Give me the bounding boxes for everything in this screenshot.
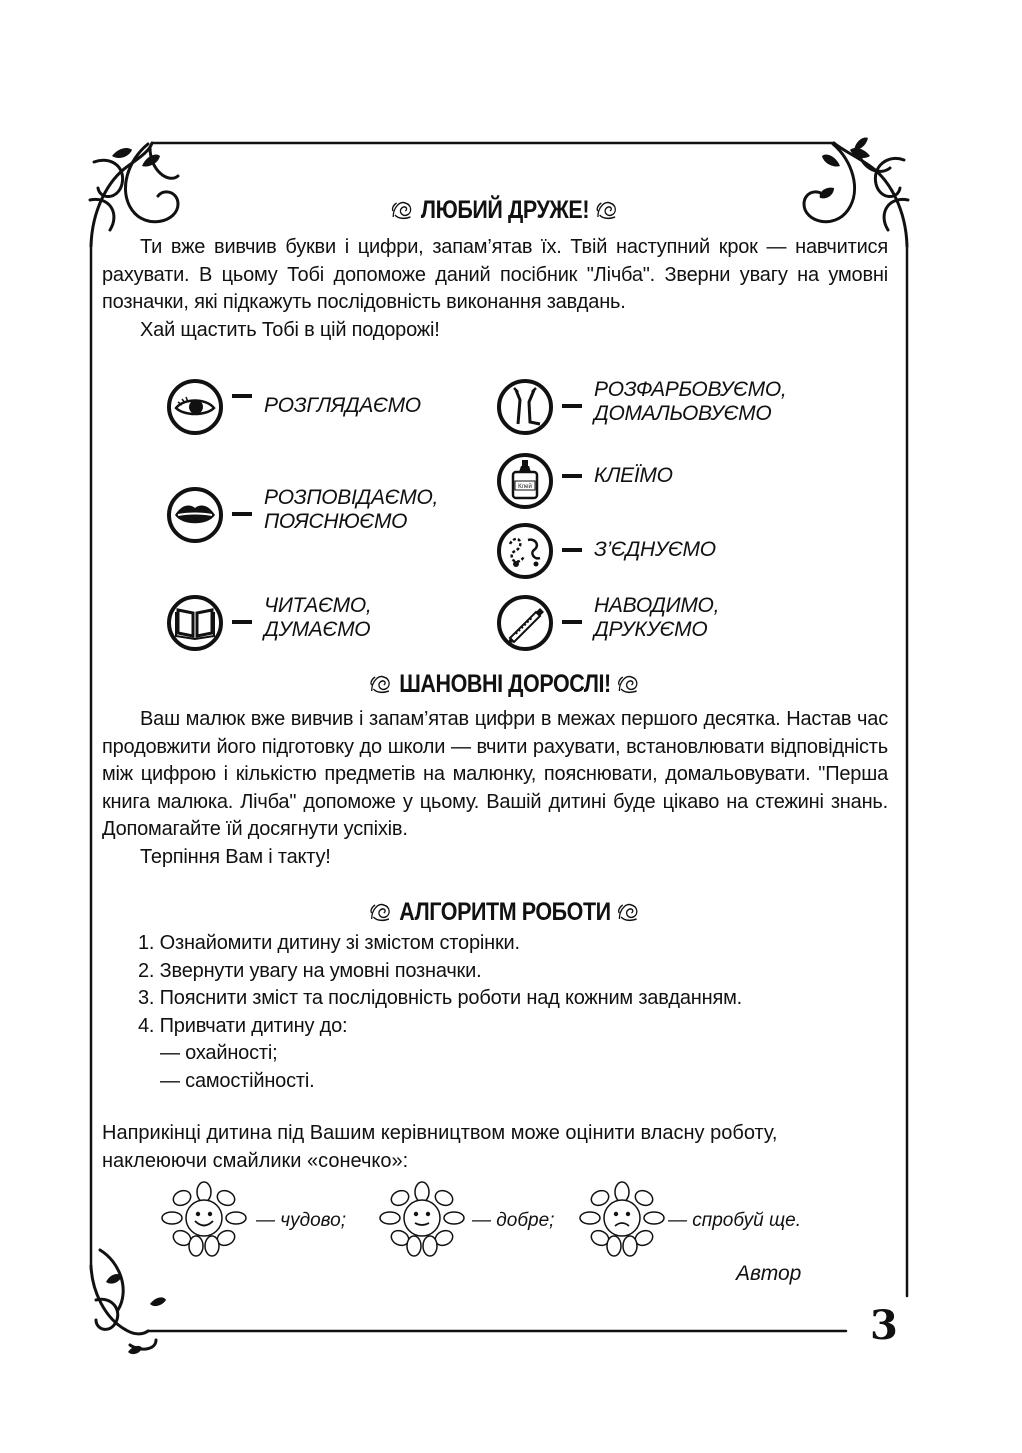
section-title: ШАНОВНІ ДОРОСЛІ!	[399, 670, 611, 698]
legend-item-read	[166, 594, 486, 658]
author-signature: Автор	[736, 1262, 802, 1285]
flower-ornament-icon	[368, 899, 394, 923]
legend-item-tell	[166, 486, 486, 550]
legend-item-glue	[496, 452, 836, 516]
algorithm-steps	[138, 930, 742, 1095]
sun-smiley-smile-icon	[376, 1180, 468, 1258]
legend-label: РОЗГЛЯДАЄМО	[264, 394, 421, 417]
book-icon	[166, 594, 224, 652]
list-item: 2. Звернути увагу на умовні позначки.	[138, 959, 482, 982]
list-item: 4. Привчати дитину до:	[138, 1014, 348, 1037]
connect-dots-icon	[496, 522, 554, 580]
legend-item-color	[496, 378, 836, 442]
paragraph: Хай щастить Тобі в цій подорожі!	[140, 318, 440, 341]
legend-dash	[562, 548, 582, 552]
legend-label: КЛЕЇМО	[594, 464, 673, 487]
glue-bottle-icon	[496, 452, 554, 510]
list-item: — самостійності.	[160, 1069, 315, 1092]
closing-paragraph: Наприкінці дитина під Вашим керівництвом може оцінити власну роботу, наклеюючи смайлики «сонечко»:	[102, 1122, 778, 1172]
sun-smiley-happy-icon	[158, 1180, 250, 1258]
rating-label: — чудово;	[256, 1210, 347, 1231]
flower-ornament-icon	[594, 197, 620, 221]
rating-label: — спробуй ще.	[668, 1210, 801, 1231]
flower-ornament-icon	[616, 671, 642, 695]
legend-item-connect	[496, 522, 836, 586]
sun-smiley-sad-icon	[576, 1180, 668, 1258]
section-heading-dear-friend	[71, 196, 940, 225]
section-title: АЛГОРИТМ РОБОТИ	[399, 898, 611, 926]
section-heading-dear-adults	[71, 670, 940, 699]
section-body-dear-friend	[102, 234, 888, 344]
section-body-dear-adults	[102, 706, 888, 871]
list-item: 1. Ознайомити дитину зі змістом сторінки.	[138, 932, 520, 954]
legend-dash	[562, 620, 582, 624]
rating-label: — добре;	[472, 1210, 555, 1231]
list-item: — охайності;	[160, 1042, 278, 1064]
flower-ornament-icon	[368, 671, 394, 695]
lips-icon	[166, 486, 224, 544]
legend-label: НАВОДИМО, ДРУКУЄМО	[594, 594, 720, 641]
pencil-icon	[496, 594, 554, 652]
legend-label: РОЗПОВІДАЄМО, ПОЯСНЮЄМО	[264, 486, 439, 533]
legend-label: ЧИТАЄМО, ДУМАЄМО	[264, 594, 372, 641]
legend-item-trace	[496, 594, 836, 658]
eye-icon	[166, 378, 224, 436]
legend-dash	[232, 394, 252, 398]
legend-label: РОЗФАРБОВУЄМО, ДОМАЛЬОВУЄМО	[594, 378, 787, 425]
legend-label: З’ЄДНУЄМО	[594, 538, 716, 561]
flower-ornament-icon	[390, 197, 416, 221]
flower-ornament-icon	[616, 899, 642, 923]
page-number: 3	[870, 1302, 898, 1349]
section-title: ЛЮБИЙ ДРУЖЕ!	[420, 196, 590, 224]
list-item: 3. Пояснити зміст та послідовність роботи над кожним завданням.	[138, 987, 743, 1009]
legend-item-look	[166, 378, 486, 442]
legend-dash	[562, 474, 582, 478]
legend-dash	[562, 404, 582, 408]
legend-dash	[232, 620, 252, 624]
legend-dash	[232, 512, 252, 516]
paragraph: Ти вже вивчив букви і цифри, запам’ятав їх. Твій наступний крок — навчитися рахувати. В цьому Тобі допоможе даний посібник "Лічба". Зверни увагу на умовні позначки, які підкажуть послідовність виконання завдань.	[102, 236, 888, 313]
section-heading-algorithm	[71, 898, 940, 927]
paragraph: Терпіння Вам і такту!	[140, 845, 331, 868]
paintbrush-icon	[496, 378, 554, 436]
glue-label-text: Клей	[518, 484, 532, 490]
paragraph: Ваш малюк вже вивчив і запам’ятав цифри в межах першого десятка. Настав час продовжити його підготовку до школи — вчити рахувати, встановлювати відповідність між цифрою і кількістю предметів на малюнку, пояснювати, домальовувати. "Перша книга малюка. Лічба" допоможе у цьому. Вашій дитині буде цікаво на стежині знань. Допомагайте їй досягнути успіхів.	[102, 708, 888, 840]
